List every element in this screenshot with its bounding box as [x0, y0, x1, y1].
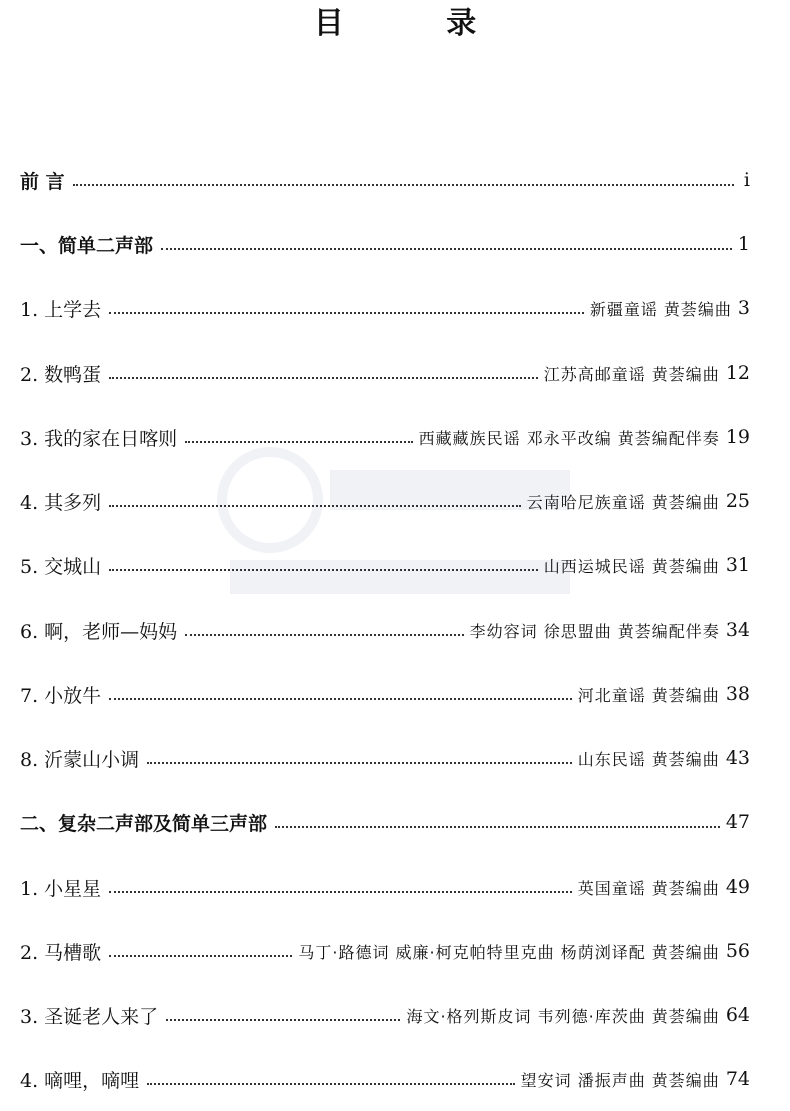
dot-leader — [109, 954, 292, 957]
dot-leader — [147, 761, 572, 764]
toc-entry-title: 前 言 — [20, 170, 65, 193]
toc-entry[interactable] — [20, 726, 750, 790]
toc-entry-credit: 河北童谣 黄荟编曲 — [577, 685, 720, 705]
toc-entry[interactable] — [20, 662, 750, 726]
toc-entry-page: 38 — [725, 683, 750, 705]
toc-entry-page: 74 — [725, 1068, 750, 1090]
dot-leader — [109, 311, 584, 314]
toc-entry-credit: 马丁·路德词 威廉·柯克帕特里克曲 杨荫浏译配 黄荟编曲 — [298, 942, 720, 962]
toc-entry-page: 56 — [725, 940, 750, 962]
toc-entry-page: 25 — [725, 490, 750, 512]
toc-entry[interactable] — [20, 855, 750, 919]
toc-entry[interactable] — [20, 469, 750, 533]
toc-entry[interactable] — [20, 598, 750, 662]
dot-leader — [109, 504, 521, 507]
toc-entry-title: 7. 小放牛 — [20, 684, 102, 707]
dot-leader — [73, 183, 734, 186]
toc-entry-title: 4. 嘀哩，嘀哩 — [20, 1069, 140, 1092]
toc-entry-title: 1. 上学去 — [20, 298, 102, 321]
dot-leader — [109, 890, 572, 893]
toc-entry[interactable] — [20, 983, 750, 1047]
toc-entry-page: 64 — [725, 1004, 750, 1026]
toc-entry-title: 1. 小星星 — [20, 877, 102, 900]
toc-entry-title: 5. 交城山 — [20, 555, 102, 578]
toc-entry-title: 6. 啊，老师—妈妈 — [20, 620, 178, 643]
toc-entry-page: 34 — [725, 619, 750, 641]
dot-leader — [147, 1082, 514, 1085]
toc-entry-page: 3 — [737, 297, 750, 319]
toc-entry-credit: 山东民谣 黄荟编曲 — [577, 749, 720, 769]
toc-entry[interactable] — [20, 790, 750, 854]
dot-leader — [166, 1018, 400, 1021]
toc-entry-credit: 江苏高邮童谣 黄荟编曲 — [543, 364, 720, 384]
dot-leader — [109, 697, 572, 700]
toc-entry[interactable] — [20, 341, 750, 405]
toc-entry-title: 一、简单二声部 — [20, 234, 154, 257]
toc-entry-credit: 李幼容词 徐思盟曲 黄荟编配伴奏 — [469, 621, 720, 641]
toc-entry-page: 19 — [725, 426, 750, 448]
page-title: 目 录 — [313, 6, 523, 41]
toc-entry-page: 43 — [725, 747, 750, 769]
dot-leader — [185, 440, 412, 443]
dot-leader — [109, 376, 538, 379]
toc-entry-title: 4. 其多列 — [20, 491, 102, 514]
toc-entry[interactable] — [20, 919, 750, 983]
dot-leader — [185, 633, 463, 636]
toc-entry-credit: 望安词 潘振声曲 黄荟编曲 — [520, 1070, 720, 1090]
toc-entry-credit: 云南哈尼族童谣 黄荟编曲 — [526, 492, 720, 512]
toc-entry-credit: 新疆童谣 黄荟编曲 — [589, 299, 732, 319]
toc-entry-page: 1 — [737, 233, 750, 255]
toc-entry-title: 二、复杂二声部及简单三声部 — [20, 812, 268, 835]
toc-entry-title: 2. 马槽歌 — [20, 941, 102, 964]
toc-entry[interactable] — [20, 148, 750, 212]
toc-entry-page: 47 — [725, 811, 750, 833]
toc-entry-title: 3. 圣诞老人来了 — [20, 1005, 159, 1028]
toc-entry-title: 8. 沂蒙山小调 — [20, 748, 140, 771]
toc-entry-credit: 海文·格列斯皮词 韦列德·库茨曲 黄荟编曲 — [406, 1006, 720, 1026]
toc-entry-page: i — [743, 169, 750, 191]
toc-entry[interactable] — [20, 1047, 750, 1111]
toc-entry-credit: 山西运城民谣 黄荟编曲 — [543, 556, 720, 576]
dot-leader — [161, 247, 732, 250]
toc-entry[interactable] — [20, 212, 750, 276]
toc-entry-page: 31 — [725, 554, 750, 576]
toc-entry-credit: 西藏藏族民谣 邓永平改编 黄荟编配伴奏 — [418, 428, 720, 448]
toc-entry-title: 2. 数鸭蛋 — [20, 363, 102, 386]
toc-entry-page: 49 — [725, 876, 750, 898]
toc-entry-page: 12 — [725, 362, 750, 384]
dot-leader — [109, 568, 538, 571]
toc-entry[interactable] — [20, 533, 750, 597]
toc-entry-title: 3. 我的家在日喀则 — [20, 427, 178, 450]
dot-leader — [275, 825, 720, 828]
toc-entry[interactable] — [20, 405, 750, 469]
toc-entry[interactable] — [20, 276, 750, 340]
toc-entry-credit: 英国童谣 黄荟编曲 — [577, 878, 720, 898]
